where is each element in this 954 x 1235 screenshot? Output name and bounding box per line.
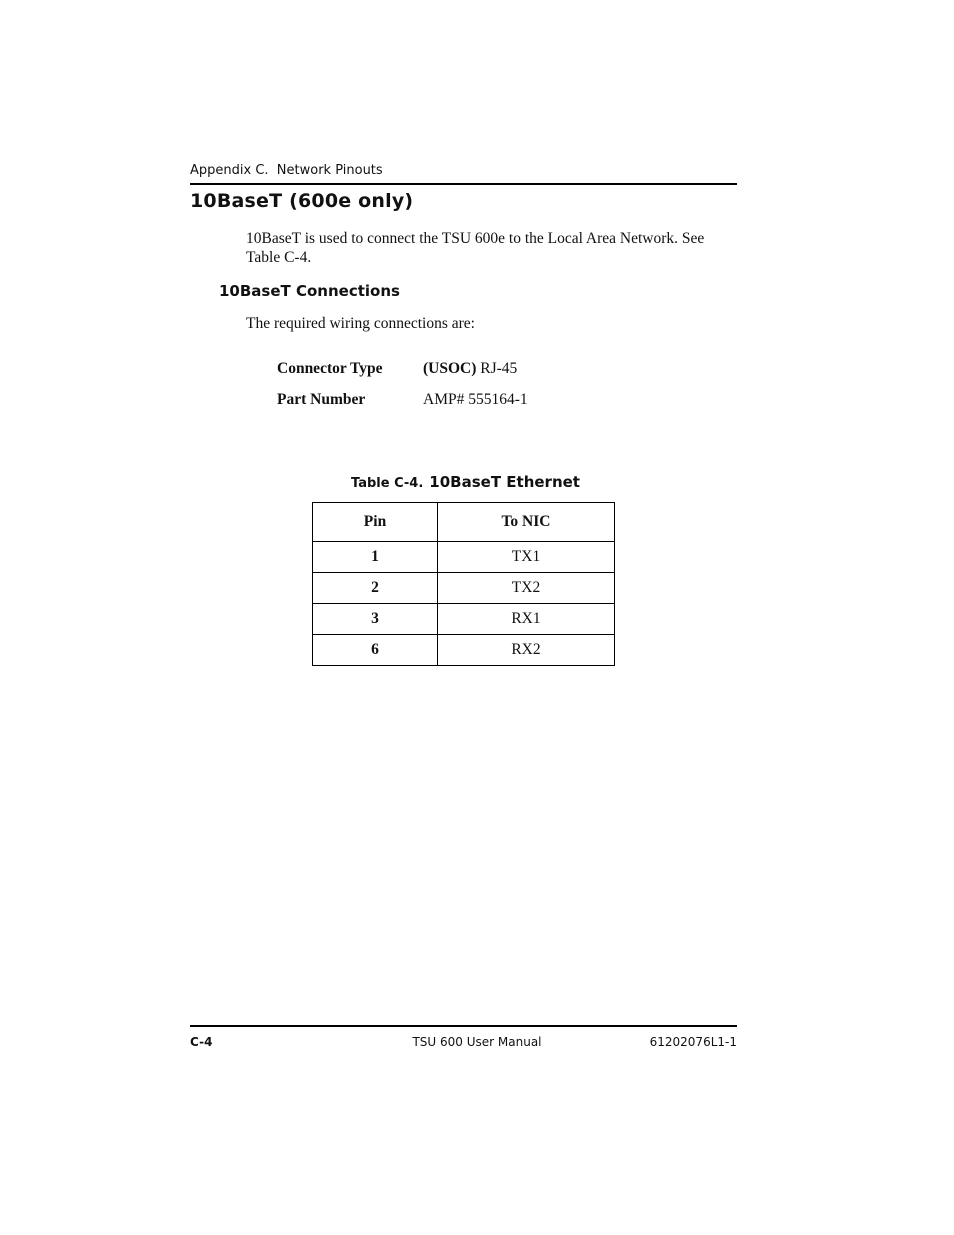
header-rule [190,183,737,185]
section-title: 10BaseT (600e only) [190,190,414,212]
column-header-to-nic: To NIC [438,503,615,542]
signal-cell: TX1 [438,542,615,573]
running-header: Appendix C. Network Pinouts [190,163,383,178]
pinout-table [312,502,615,666]
pin-cell: 6 [313,635,438,666]
table-caption-title: 10BaseT Ethernet [429,473,580,491]
connector-type-standard: (USOC) [423,360,477,377]
footer-rule [190,1025,737,1027]
connector-type-label: Connector Type [277,360,383,377]
pin-cell: 3 [313,604,438,635]
connector-type-model: RJ-45 [476,360,518,377]
intro-paragraph: 10BaseT is used to connect the TSU 600e to the Local Area Network. See Table C-4. [246,230,705,266]
pin-cell: 2 [313,573,438,604]
table-row [313,573,615,604]
wiring-text: The required wiring connections are: [246,315,475,332]
part-number-label: Part Number [277,391,366,408]
subsection-title: 10BaseT Connections [219,282,400,300]
table-row [313,604,615,635]
table-caption-label: Table C-4. [351,476,424,491]
document-number: 61202076L1-1 [649,1035,737,1049]
column-header-pin: Pin [313,503,438,542]
connector-type-value [423,360,517,378]
table-header-row [313,503,615,542]
table-caption [351,472,580,491]
table-row [313,635,615,666]
page-number: C-4 [190,1035,213,1049]
manual-title: TSU 600 User Manual [412,1035,542,1049]
pin-cell: 1 [313,542,438,573]
table-row [313,542,615,573]
signal-cell: TX2 [438,573,615,604]
signal-cell: RX1 [438,604,615,635]
signal-cell: RX2 [438,635,615,666]
part-number-value: AMP# 555164-1 [423,391,528,408]
